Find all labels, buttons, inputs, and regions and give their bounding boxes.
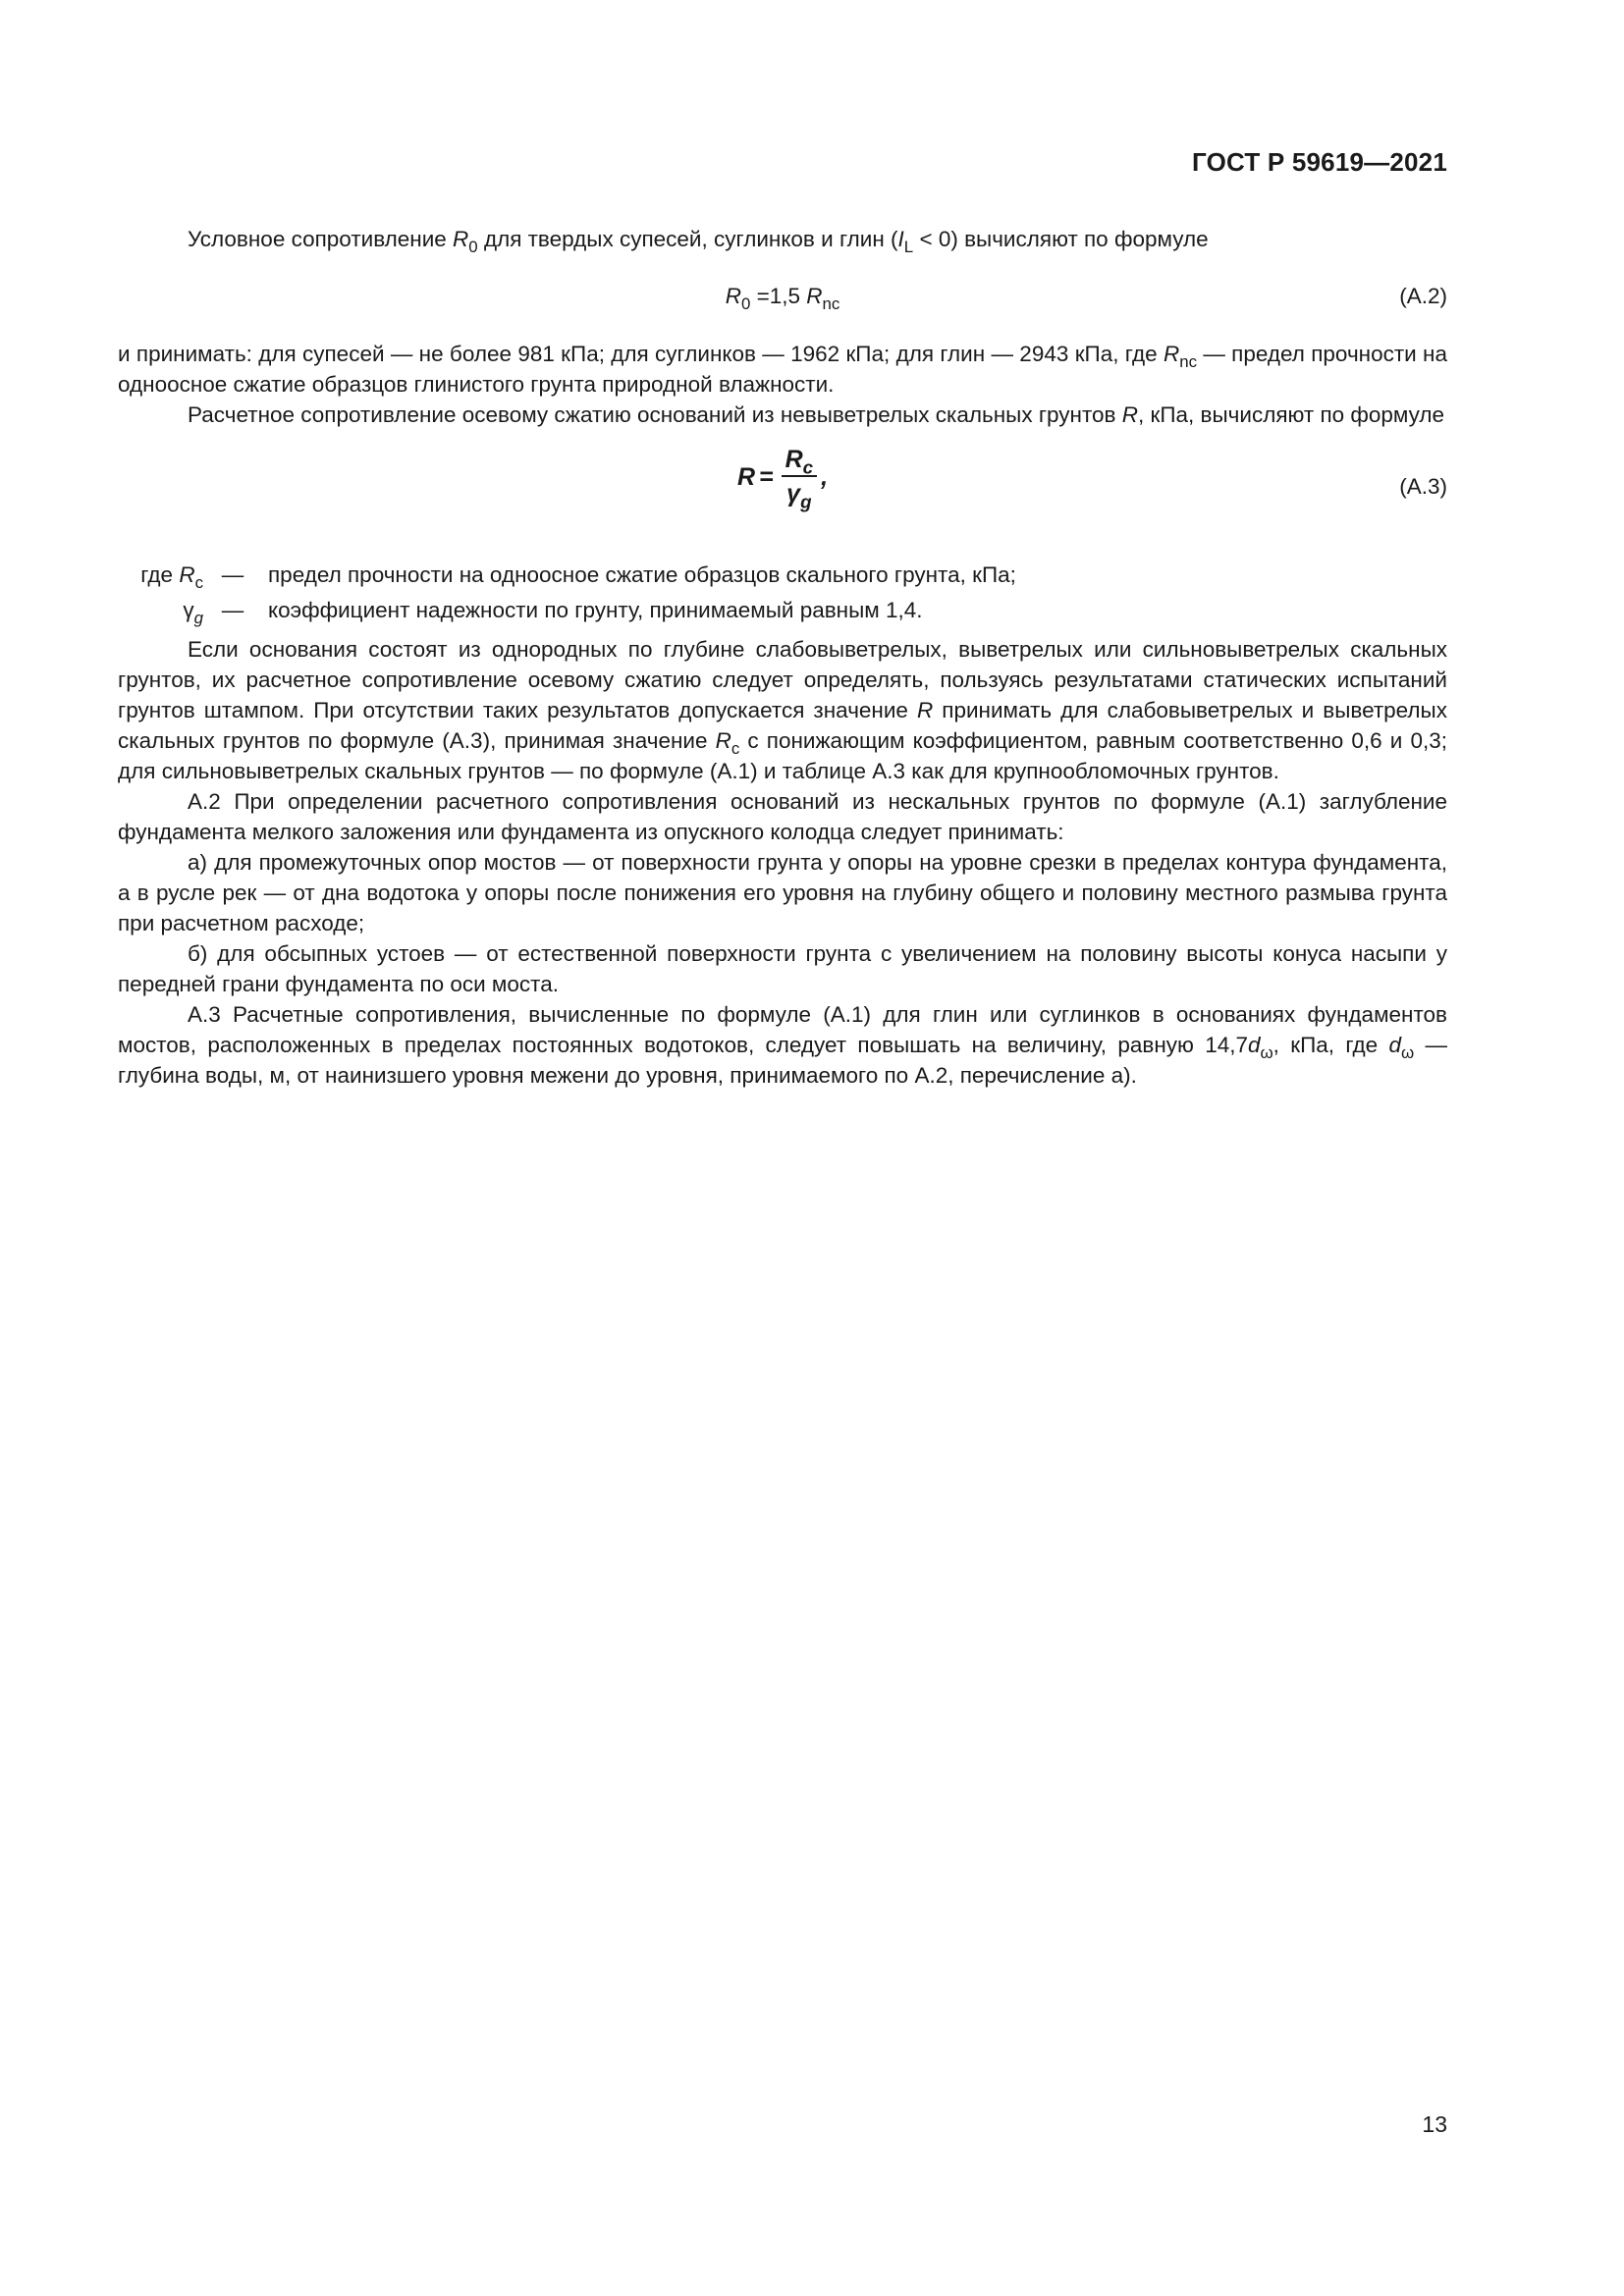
text-fragment: Если основания состоят из однородных по глубине слабовыветрелых, выветрелых или сильновыветрелых скальных грунтов, их расчетное сопротивление осевому сжатию следует определять, пользуясь результатами статических испытаний грунтов штампом. При отсутствии таких результатов допускается значение — [118, 637, 1447, 722]
formula-number: (А.2) — [1399, 284, 1447, 308]
formula-symbol: R — [785, 446, 803, 473]
text-fragment: Условное сопротивление — [188, 227, 454, 251]
formula-symbol: R — [736, 462, 755, 491]
formula-symbol: γ — [786, 480, 801, 507]
symbol-r: R — [179, 562, 195, 587]
text-fragment: , кПа, где — [1272, 1033, 1389, 1057]
text-fragment: Расчетное сопротивление осевому сжатию оснований из невыветрелых скальных грунтов — [188, 402, 1122, 427]
where-description: коэффициент надежности по грунту, принимаемый равным 1,4. — [268, 598, 923, 622]
formula-operator: = — [759, 462, 774, 491]
symbol-d: d — [1247, 1033, 1261, 1057]
text-fragment: для твердых супесей, суглинков и глин ( — [477, 227, 898, 251]
where-symbol — [118, 558, 211, 593]
fraction-numerator — [782, 446, 818, 477]
formula-symbol: R — [725, 284, 741, 308]
paragraph-design-resistance — [118, 400, 1447, 430]
symbol-r: R — [1163, 342, 1180, 366]
paragraph-weathered-rock — [118, 634, 1447, 786]
where-row — [118, 558, 1447, 593]
where-block — [118, 558, 1447, 628]
paragraph-item-b: б) для обсыпных устоев — от естественной поверхности грунта с увеличением на половину высоты конуса насыпи у передней грани фундамента по оси моста. — [118, 941, 1447, 996]
where-description: предел прочности на одноосное сжатие образцов скального грунта, кПа; — [268, 562, 1016, 587]
formula-fraction — [782, 446, 818, 512]
text-fragment: принимать для слабовыветрелых и выветрелых скальных грунтов по формуле (А.3), принимая значение — [118, 698, 1447, 753]
symbol-gamma: γ — [183, 598, 194, 622]
symbol-subscript: ω — [1260, 1042, 1273, 1062]
fraction-denominator — [786, 477, 812, 512]
paragraph-a3 — [118, 999, 1447, 1091]
formula-operator: =1,5 — [750, 284, 807, 308]
paragraph-conditional-resistance — [118, 224, 1447, 254]
symbol-subscript: ω — [1401, 1042, 1415, 1062]
formula-a3 — [118, 446, 1447, 528]
formula-subscript: 0 — [740, 294, 751, 313]
formula-comma: , — [821, 462, 829, 491]
where-dash: — — [221, 598, 244, 622]
symbol-subscript: nc — [1179, 351, 1198, 371]
formula-a2-expression — [725, 284, 840, 313]
symbol-subscript: L — [903, 237, 914, 256]
formula-symbol: R — [806, 284, 823, 308]
symbol-r: R — [453, 227, 469, 251]
formula-a2 — [118, 281, 1447, 311]
symbol-subscript: c — [194, 572, 203, 592]
document-body — [118, 224, 1447, 1091]
symbol-r: R — [916, 698, 934, 722]
formula-number: (А.3) — [1399, 474, 1447, 499]
text-fragment: — глубина воды, м, от наинизшего уровня межени до уровня, принимаемого по А.2, перечисление а). — [118, 1033, 1447, 1088]
formula-subscript: g — [800, 491, 812, 512]
paragraph-a2: А.2 При определении расчетного сопротивления оснований из нескальных грунтов по формуле (А.1) заглубление фундамента мелкого заложения или фундамента из опускного колодца следует принимать: — [118, 789, 1447, 844]
text-fragment: А.3 Расчетные сопротивления, вычисленные по формуле (А.1) для глин или суглинков в основаниях фундаментов мостов, расположенных в пределах постоянных водотоков, следует повышать на величину, равную 14,7 — [118, 1002, 1447, 1057]
paragraph-limits — [118, 339, 1447, 400]
formula-a3-expression — [736, 446, 829, 512]
symbol-subscript: g — [193, 608, 203, 627]
text-fragment: с понижающим коэффициентом, равным соответственно 0,6 и 0,3; для сильновыветрелых скальных грунтов — по формуле (А.1) и таблице А.3 как для крупнообломочных грунтов. — [118, 728, 1448, 783]
where-row — [118, 593, 1447, 628]
symbol-d: d — [1388, 1033, 1401, 1057]
text-fragment: и принимать: для супесей — не более 981 кПа; для суглинков — 1962 кПа; для глин — 2943 кПа, где — [118, 342, 1164, 366]
document-code-header: ГОСТ Р 59619—2021 — [1192, 147, 1447, 177]
text-fragment: , кПа, вычисляют по формуле — [1138, 402, 1445, 427]
symbol-subscript: c — [731, 738, 740, 758]
where-dash: — — [221, 562, 244, 587]
page-number: 13 — [1422, 2111, 1447, 2137]
text-fragment: < 0) вычисляют по формуле — [913, 227, 1209, 251]
formula-subscript: c — [802, 456, 814, 478]
symbol-r: R — [715, 728, 731, 753]
symbol-subscript: 0 — [468, 237, 478, 256]
symbol-r: R — [1121, 402, 1138, 427]
where-symbol — [118, 593, 211, 628]
formula-subscript: nc — [822, 294, 840, 313]
text-fragment: — предел прочности на одноосное сжатие образцов глинистого грунта природной влажности. — [118, 342, 1447, 397]
paragraph-item-a: а) для промежуточных опор мостов — от поверхности грунта у опоры на уровне срезки в пределах контура фундамента, а в русле рек — от дна водотока у опоры после понижения его уровня на глубину общего и половину местного размыва грунта при расчетном расходе; — [118, 850, 1447, 935]
symbol-i: I — [897, 227, 904, 251]
where-prefix: где — [140, 562, 180, 587]
